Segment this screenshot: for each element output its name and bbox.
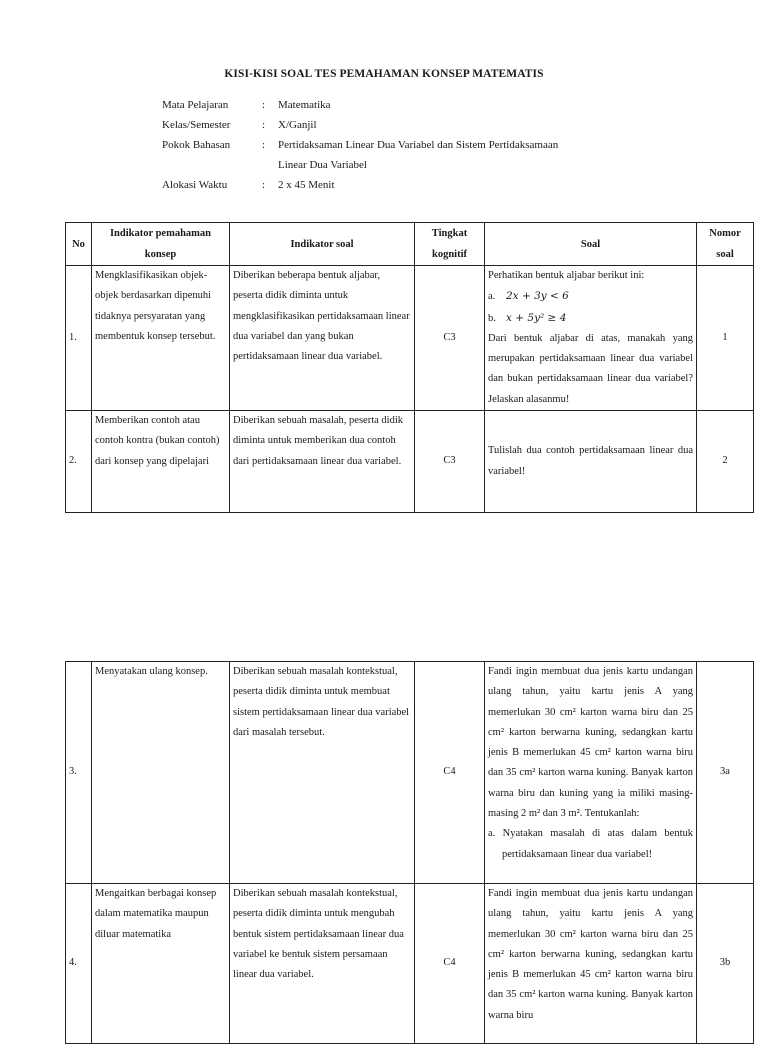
cell-no: 1. [66, 266, 92, 411]
meta-value-line2: Linear Dua Variabel [278, 159, 367, 171]
cell-indikator-pemahaman: Mengklasifikasikan objek-objek berdasarkan dipenuhi tidaknya persyaratan yang membentuk konsep tersebut. [92, 266, 230, 411]
cell-indikator-soal: Diberikan sebuah masalah kontekstual, peserta didik diminta untuk mengubah bentuk sistem pertidaksamaan linear dua variabel ke bentuk sistem persamaan linear dua variabel. [230, 884, 415, 1044]
soal-option-a [488, 286, 693, 307]
meta-colon: : [262, 99, 266, 111]
cell-indikator-soal: Diberikan sebuah masalah, peserta didik diminta untuk memberikan dua contoh dari pertidaksamaan linear dua variabel. [230, 411, 415, 513]
table-row [66, 411, 754, 513]
document-title: KISI-KISI SOAL TES PEMAHAMAN KONSEP MATEMATIS [224, 68, 544, 80]
meta-value: 2 x 45 Menit [278, 179, 335, 191]
cell-nomor: 1 [697, 266, 754, 411]
cell-indikator-pemahaman: Memberikan contoh atau contoh kontra (bukan contoh) dari konsep yang dipelajari [92, 411, 230, 513]
meta-value: X/Ganjil [278, 119, 317, 131]
cell-nomor: 2 [697, 411, 754, 513]
cell-tingkat: C4 [415, 662, 485, 884]
cell-no: 3. [66, 662, 92, 884]
meta-label: Kelas/Semester [162, 119, 231, 131]
cell-indikator-soal: Diberikan beberapa bentuk aljabar, peserta didik diminta untuk mengklasifikasikan pertidaksamaan linear dua variabel dan yang bukan pertidaksamaan linear dua variabel. [230, 266, 415, 411]
meta-label: Mata Pelajaran [162, 99, 229, 111]
cell-tingkat: C3 [415, 266, 485, 411]
option-label: a. [488, 291, 496, 303]
table-row [66, 266, 754, 411]
soal-question: Dari bentuk aljabar di atas, manakah yang merupakan pertidaksamaan linear dua variabel dan bukan pertidaksamaan linear dua variabel? Jelaskan alasanmu! [488, 332, 693, 405]
table-header-row [66, 223, 754, 266]
meta-colon: : [262, 139, 266, 151]
soal-option-b [488, 308, 693, 329]
meta-row-time [162, 175, 638, 195]
meta-value-line1: Pertidaksaman Linear Dua Variabel dan Sistem Pertidaksamaan [278, 139, 559, 151]
meta-colon: : [262, 179, 266, 191]
cell-soal: Fandi ingin membuat dua jenis kartu undangan ulang tahun, yaitu kartu jenis A yang memerlukan 30 cm² karton warna biru dan 25 cm² karton berwarna kuning, sedangkan kartu jenis B memerlukan 45 cm² karton warna biru dan 35 cm² karton warna kuning. Banyak karton warna biru [485, 884, 697, 1044]
meta-row-class [162, 115, 638, 135]
kisi-table-part2 [65, 661, 754, 1044]
cell-no: 2. [66, 411, 92, 513]
cell-soal: Tulislah dua contoh pertidaksamaan linear dua variabel! [485, 411, 697, 513]
meta-colon: : [262, 119, 266, 131]
header-indikator-soal: Indikator soal [230, 223, 415, 266]
meta-label: Pokok Bahasan [162, 139, 231, 151]
table-row [66, 884, 754, 1044]
cell-indikator-soal: Diberikan sebuah masalah kontekstual, peserta didik diminta untuk membuat sistem pertidaksamaan linear dua variabel dari masalah tersebut. [230, 662, 415, 884]
cell-tingkat: C3 [415, 411, 485, 513]
cell-soal [485, 266, 697, 411]
cell-indikator-pemahaman: Mengaitkan berbagai konsep dalam matematika maupun diluar matematika [92, 884, 230, 1044]
option-expression: x + 5y² ≥ 4 [506, 311, 567, 324]
table-row [66, 662, 754, 884]
kisi-table-part1 [65, 222, 754, 513]
header-nomor: Nomor soal [697, 223, 754, 266]
option-label: b. [488, 312, 496, 324]
soal-item-a: a. Nyatakan masalah di atas dalam bentuk pertidaksamaan linear dua variabel! [488, 828, 693, 860]
cell-soal [485, 662, 697, 884]
cell-tingkat: C4 [415, 884, 485, 1044]
cell-no: 4. [66, 884, 92, 1044]
cell-nomor: 3b [697, 884, 754, 1044]
option-expression: 2x + 3y < 6 [506, 290, 569, 303]
soal-text: Fandi ingin membuat dua jenis kartu undangan ulang tahun, yaitu kartu jenis A yang memerlukan 30 cm² karton warna biru dan 25 cm² karton berwarna kuning, sedangkan kartu jenis B memerlukan 45 cm² karton warna biru dan 35 cm² karton warna kuning. Banyak karton warna biru dan kuning yang ia miliki masing-masing 2 m² dan 3 m². Tentukanlah: [488, 666, 693, 820]
header-no: No [66, 223, 92, 266]
meta-row-topic [162, 135, 638, 175]
header-tingkat: Tingkat kognitif [415, 223, 485, 266]
header-indikator-pemahaman: Indikator pemahaman konsep [92, 223, 230, 266]
meta-value: Matematika [278, 99, 331, 111]
meta-row-subject [162, 95, 638, 115]
cell-nomor: 3a [697, 662, 754, 884]
soal-intro: Perhatikan bentuk aljabar berikut ini: [488, 270, 645, 281]
meta-value [278, 135, 638, 175]
cell-indikator-pemahaman: Menyatakan ulang konsep. [92, 662, 230, 884]
meta-label: Alokasi Waktu [162, 179, 228, 191]
header-soal: Soal [485, 223, 697, 266]
